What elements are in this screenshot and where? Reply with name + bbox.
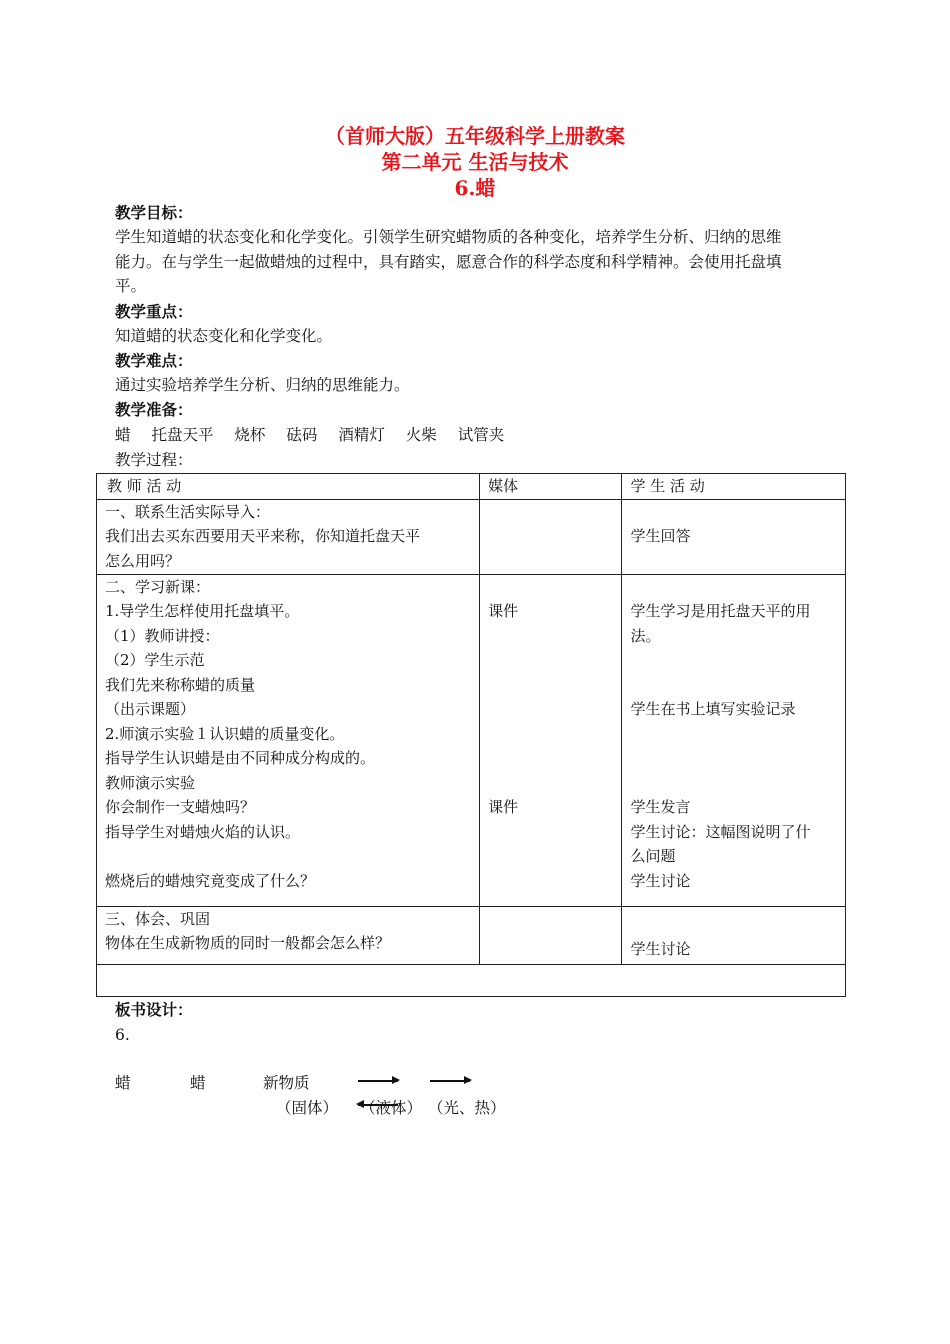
material-item: 火柴 (405, 426, 437, 444)
preparation-list (115, 423, 520, 447)
cell-line: 指导学生认识蜡是由不同种成分构成的。 (105, 749, 376, 767)
cell-line (105, 844, 471, 869)
unit-title: 第二单元 生活与技术 (381, 150, 569, 174)
document-title: （首师大版）五年级科学上册教案 (325, 124, 625, 148)
preparation-heading: 教学准备： (115, 400, 193, 419)
cell-line: 燃烧后的蜡烛究竟变成了什么？ (105, 871, 316, 890)
board-number: 6. (115, 1026, 130, 1044)
student-cell (622, 574, 846, 906)
cell-line: 教师演示实验 (105, 773, 196, 792)
material-item: 蜡 (115, 426, 131, 444)
cell-line: 学生学习是用托盘天平的用 (630, 602, 811, 620)
cell-line (488, 673, 613, 698)
student-cell (622, 906, 846, 964)
cell-line: 法。 (630, 626, 661, 645)
table-header-row (97, 474, 846, 500)
cell-line (630, 575, 837, 600)
right-arrow-icon (430, 1080, 470, 1082)
right-arrow-icon (358, 1080, 398, 1082)
material-item: 托盘天平 (151, 426, 214, 444)
cell-line: 怎么用吗？ (105, 551, 181, 570)
objectives-line: 学生知道蜡的状态变化和化学变化。引领学生研究蜡物质的各种变化，培养学生分析、归纳的思维 (115, 228, 782, 246)
cell-line: 学生回答 (630, 527, 691, 545)
empty-cell (97, 964, 846, 996)
table-empty-row (97, 964, 846, 996)
cell-line: 1.导学生怎样使用托盘填平。 (105, 602, 300, 620)
cell-line (630, 907, 837, 937)
cell-line: （2）学生示范 (105, 651, 205, 669)
teacher-cell (97, 574, 480, 906)
cell-line (488, 648, 613, 673)
cell-line: 物体在生成新物质的同时一般都会怎么样？ (105, 934, 391, 952)
header-student: 学 生 活 动 (622, 474, 846, 500)
cell-line: 二、学习新课： (105, 577, 211, 596)
board-design-heading: 板书设计： (115, 1000, 193, 1019)
key-points-heading: 教学重点： (115, 302, 193, 321)
objectives-line: 平。 (115, 277, 147, 295)
key-points-text: 知道蜡的状态变化和化学变化。 (115, 327, 333, 345)
material-item: 砝码 (286, 426, 318, 444)
cell-line: 学生讨论：这幅图说明了什 (630, 822, 811, 841)
cell-line (630, 722, 837, 747)
cell-line (488, 771, 613, 796)
process-table (96, 473, 846, 997)
cell-line: 学生在书上填写实验记录 (630, 700, 796, 718)
cell-line (488, 722, 613, 747)
cell-line (630, 500, 837, 525)
media-cell (480, 574, 622, 906)
cell-line: 课件 (488, 798, 519, 816)
table-row (97, 906, 846, 964)
difficulties-text: 通过实验培养学生分析、归纳的思维能力。 (115, 376, 410, 394)
cell-line: （出示课题） (105, 700, 196, 718)
cell-line (630, 746, 837, 771)
board-state-liquid: （液体） (360, 1099, 423, 1117)
cell-line: 么问题 (630, 847, 676, 865)
lesson-title: 6.蜡 (454, 176, 496, 200)
objectives-text (115, 225, 840, 299)
material-item: 试管夹 (457, 426, 505, 444)
cell-line (488, 746, 613, 771)
table-row (97, 499, 846, 574)
cell-line: 2.师演示实验１认识蜡的质量变化。 (105, 724, 345, 743)
board-word-wax-liquid: 蜡 (190, 1074, 206, 1092)
header-teacher: 教 师 活 动 (97, 474, 480, 500)
cell-line: （1）教师讲授： (105, 626, 220, 645)
cell-line: 一、联系生活实际导入： (105, 502, 271, 521)
cell-line: 指导学生对蜡烛火焰的认识。 (105, 822, 301, 841)
board-state-light-heat: （光、热） (428, 1099, 506, 1117)
cell-line: 学生讨论 (630, 871, 691, 890)
objectives-heading: 教学目标： (115, 203, 193, 222)
material-item: 酒精灯 (338, 426, 385, 444)
board-word-new-substance: 新物质 (263, 1074, 310, 1092)
cell-line: 学生发言 (630, 798, 691, 816)
board-word-wax-solid: 蜡 (115, 1074, 131, 1092)
cell-line: 我们出去买东西要用天平来称，你知道托盘天平 (105, 527, 421, 545)
board-state-solid: （固体） (276, 1099, 339, 1117)
material-item: 烧杯 (234, 426, 266, 444)
teacher-cell (97, 906, 480, 964)
cell-line: 学生讨论 (630, 939, 691, 958)
objectives-line: 能力。在与学生一起做蜡烛的过程中，具有踏实，愿意合作的科学态度和科学精神。会使用托盘填 (115, 252, 782, 271)
cell-line (488, 624, 613, 649)
process-heading: 教学过程： (115, 451, 193, 469)
header-media: 媒体 (480, 474, 622, 500)
cell-line (488, 697, 613, 722)
cell-line: 我们先来称称蜡的质量 (105, 675, 256, 694)
cell-line: 你会制作一支蜡烛吗？ (105, 798, 256, 816)
media-cell (480, 499, 622, 574)
difficulties-heading: 教学难点： (115, 351, 193, 370)
teacher-cell (97, 499, 480, 574)
student-cell (622, 499, 846, 574)
table-row (97, 574, 846, 906)
cell-line: 课件 (488, 602, 519, 620)
cell-line (630, 673, 837, 698)
cell-line: 三、体会、巩固 (105, 909, 211, 928)
media-cell (480, 906, 622, 964)
cell-line (630, 648, 837, 673)
cell-line (630, 771, 837, 796)
cell-line (488, 575, 613, 600)
